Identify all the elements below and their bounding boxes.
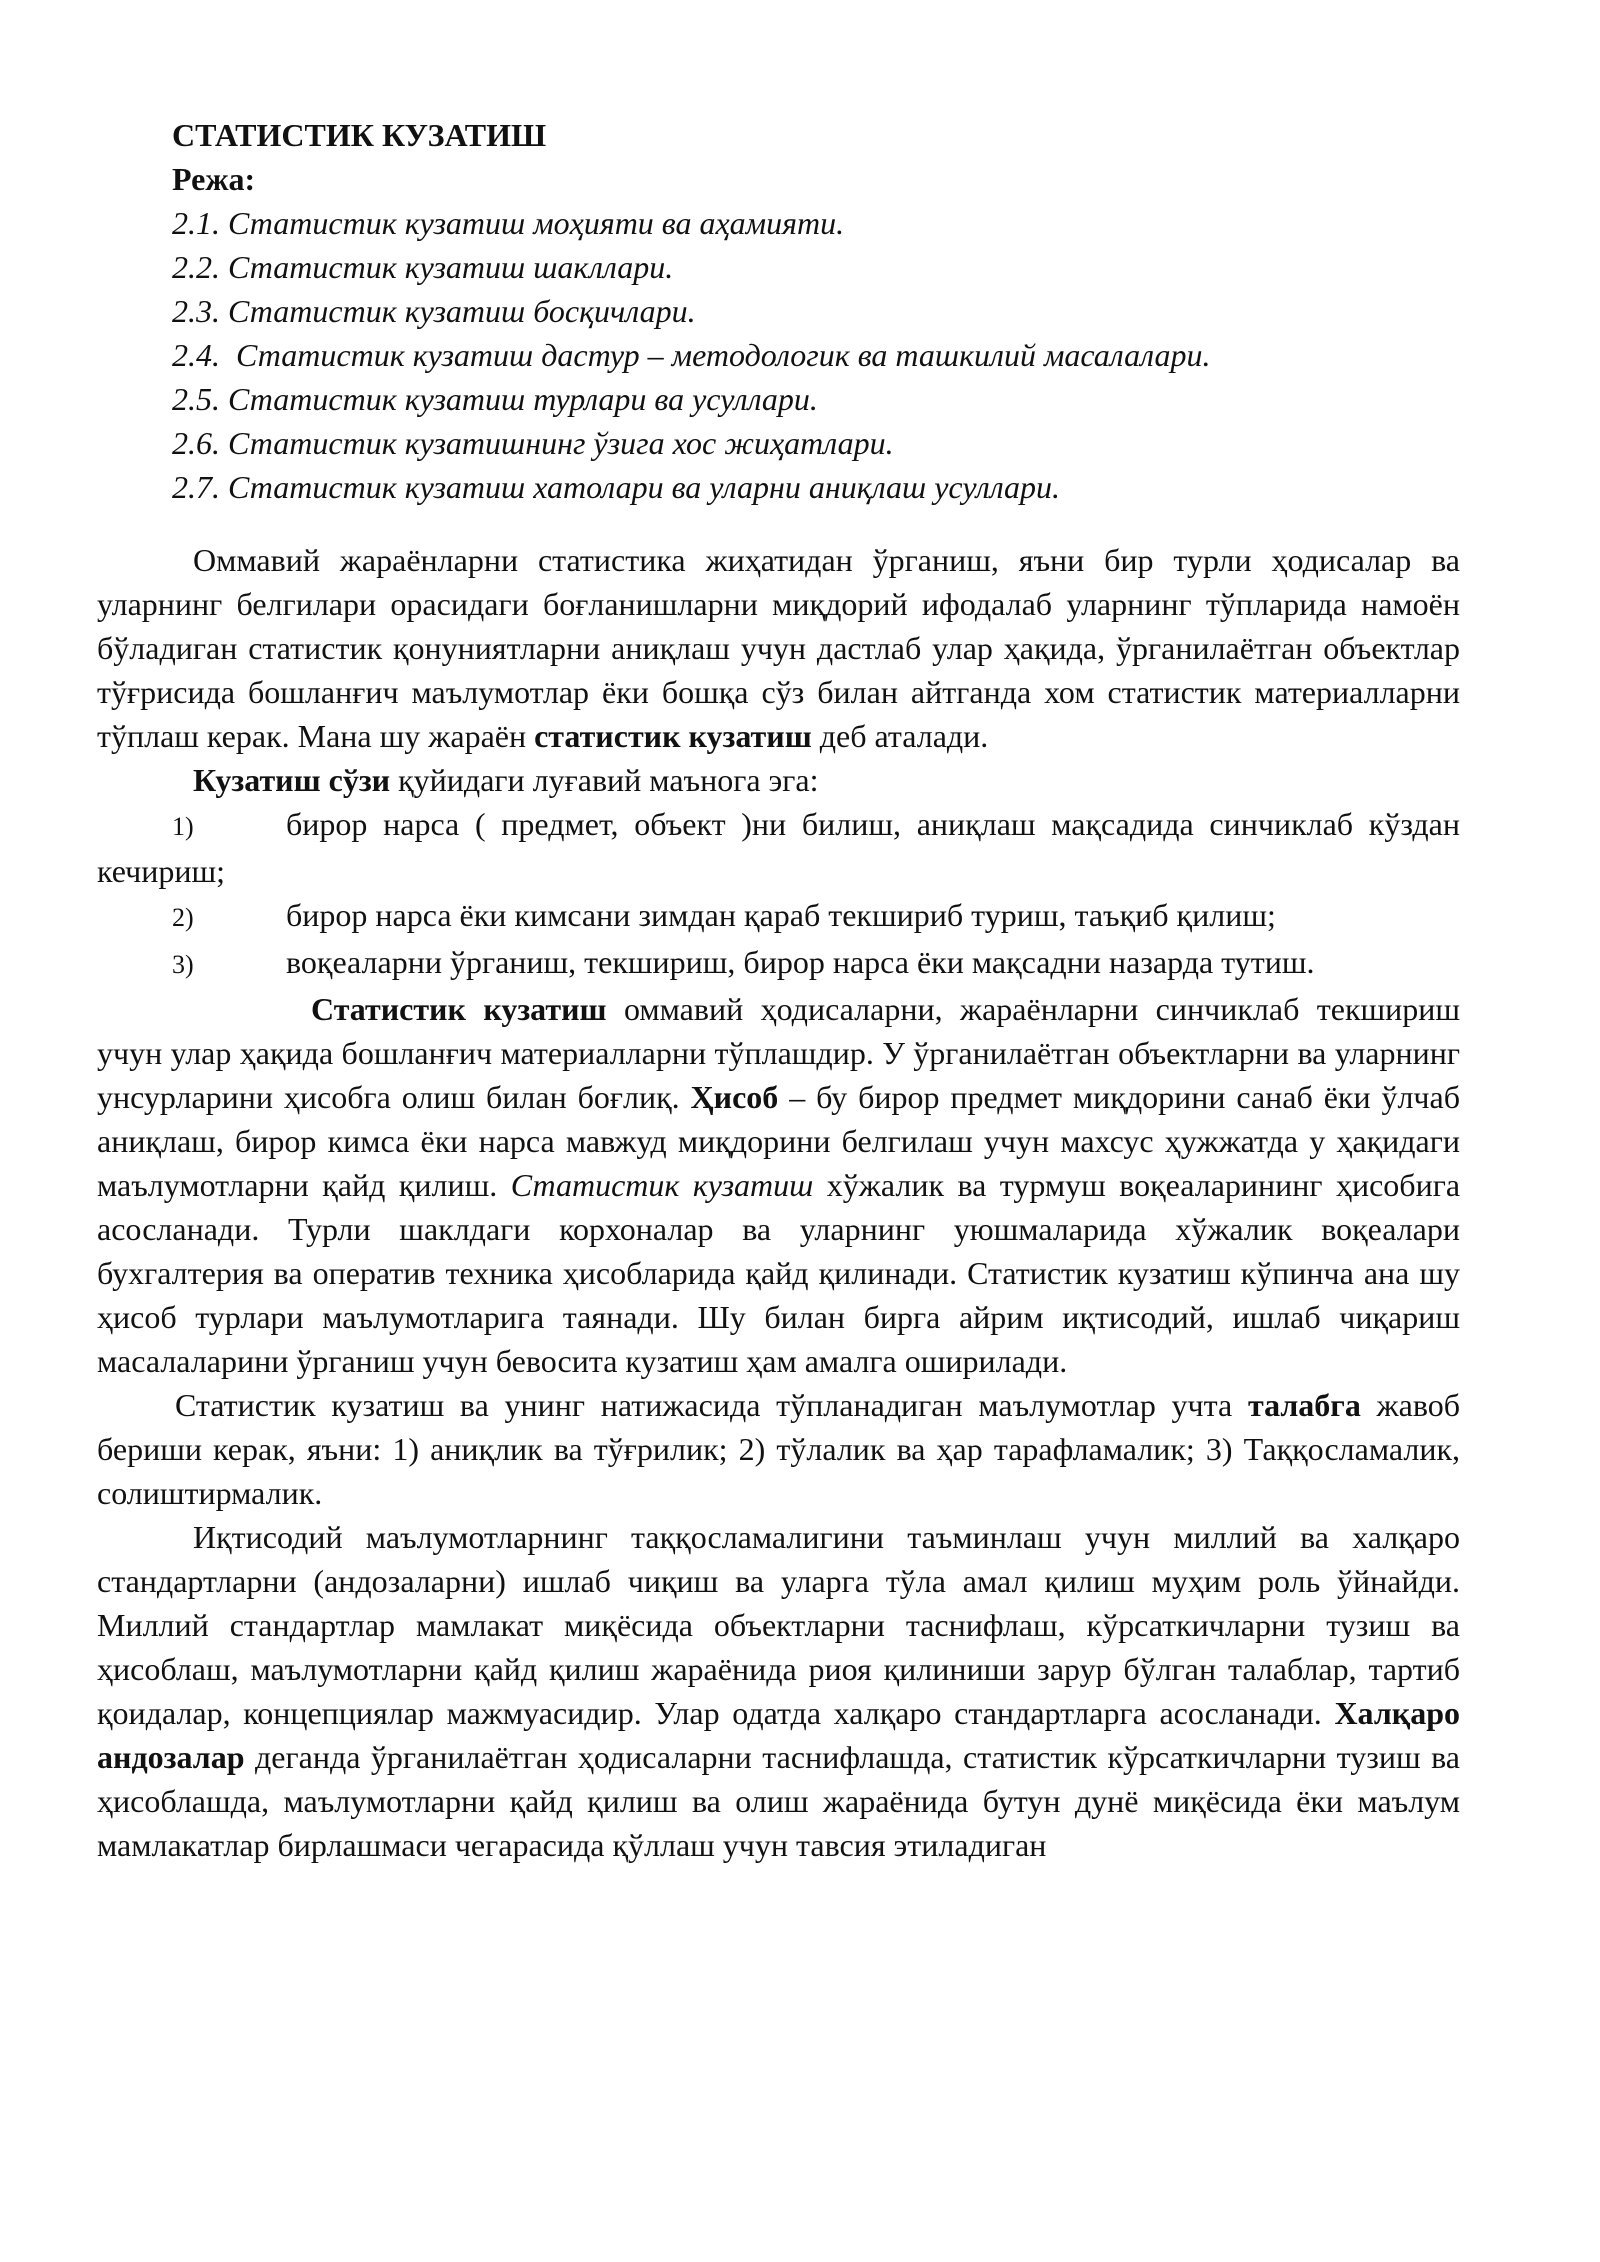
paragraph-text: хўжалик ва турмуш воқеаларининг ҳисобига асосланади. Турли шаклдаги корхоналар ва уларнинг уюшмаларида хўжалик воқеалари бухгалтерия ва оператив техника ҳисобларида қайд қилинади. Статистик кузатиш кўпинча ана шу ҳисоб турлари маълумотларига таянади. Шу билан бирга айрим иқтисодий, ишлаб чиқариш масалаларини ўрганиш учун бевосита кузатиш ҳам амалга оширилади. — [97, 1167, 1461, 1379]
paragraph-text: деб аталади. — [819, 718, 989, 754]
list-text: бирор нарса ёки кимсани зимдан қараб текшириб туриш, таъқиб қилиш; — [286, 897, 1276, 933]
plan-label: Режа: — [172, 161, 256, 197]
term-italic: Статистик кузатиш — [510, 1167, 814, 1203]
paragraph-text: деганда ўрганилаётган ҳодисаларни таснифлашда, статистик кўрсаткичларни тузиш ва ҳисоблашда, маълумотларни қайд қилиш ва олиш жараёнида бутун дунё миқёсида ёки маълум мамлакатлар бирлашмаси чегарасида қўллаш учун тавсия этиладиган — [97, 1739, 1461, 1863]
term-bold: Кузатиш сўзи — [193, 762, 391, 798]
term-bold: Статистик кузатиш — [311, 991, 607, 1027]
paragraph-text: Оммавий жараёнларни статистика жиҳатидан ўрганиш, яъни бир турли ҳодисалар ва уларнинг белгилари орасидаги боғланишларни миқдорий ифодалаб уларнинг тўпларида намоён бўладиган статистик қонуниятларни аниқлаш учун дастлаб улар ҳақида, ўрганилаётган объектлар тўғрисида бошланғич маълумотлар ёки бошқа сўз билан айтганда хом статистик материалларни тўплаш керак. Мана шу жараён — [97, 542, 1460, 754]
term-bold: статистик кузатиш — [534, 718, 812, 754]
list-text: бирор нарса ( предмет, объект )ни билиш, аниқлаш мақсадида синчиклаб кўздан кечириш; — [97, 806, 1460, 889]
paragraph-intro — [97, 538, 1460, 758]
plan-item: 2.2. Статистик кузатиш шакллари. — [172, 249, 674, 285]
list-number: 2) — [172, 903, 194, 932]
paragraph-standards — [97, 1515, 1460, 1867]
paragraph-text: Статистик кузатиш ва унинг натижасида тўпланадиган маълумотлар учта — [175, 1387, 1233, 1423]
plan-item: 2.7. Статистик кузатиш хатолари ва уларни аниқлаш усуллари. — [172, 469, 1061, 505]
paragraph-definition — [97, 758, 1460, 802]
paragraph-text: оммавий ҳодисаларни, жараёнларни синчиклаб текшириш учун улар ҳақида бошланғич материалларни тўплашдир. У ўрганилаётган объектларни ва уларнинг унсурларини ҳисобга олиш билан боғлиқ. — [97, 991, 1461, 1115]
plan-item: 2.1. Статистик кузатиш моҳияти ва аҳамияти. — [172, 205, 845, 241]
paragraph-requirements — [97, 1383, 1460, 1515]
paragraph-observation — [97, 987, 1460, 1383]
list-item — [97, 802, 1460, 893]
plan-item: 2.5. Статистик кузатиш турлари ва усуллари. — [172, 381, 818, 417]
plan-item: 2.6. Статистик кузатишнинг ўзига хос жиҳатлари. — [172, 425, 894, 461]
term-bold: Халқаро андозалар — [97, 1695, 1461, 1775]
list-item — [97, 893, 1460, 940]
plan-section — [172, 113, 1460, 509]
document-page — [97, 113, 1460, 1867]
plan-item: 2.4. Статистик кузатиш дастур – методологик ва ташкилий масалалари. — [172, 337, 1211, 373]
plan-item: 2.3. Статистик кузатиш босқичлари. — [172, 293, 696, 329]
body-text — [97, 538, 1460, 1867]
paragraph-text: қуйидаги луғавий маънога эга: — [398, 762, 819, 798]
list-text: воқеаларни ўрганиш, текшириш, бирор нарса ёки мақсадни назарда тутиш. — [286, 944, 1315, 980]
list-item — [97, 940, 1460, 987]
term-bold: талабга — [1247, 1387, 1361, 1423]
paragraph-text: – бу бирор предмет миқдорини санаб ёки ўлчаб аниқлаш, бирор кимса ёки нарса мавжуд миқдорини белгилаш учун махсус ҳужжатда у ҳақидаги маълумотларни қайд қилиш. — [97, 1079, 1461, 1203]
paragraph-text: жавоб бериши керак, яъни: 1) аниқлик ва тўғрилик; 2) тўлалик ва ҳар тарафламалик; 3) Таққосламалик, солиштирмалик. — [97, 1387, 1461, 1511]
term-bold: Ҳисоб — [690, 1079, 779, 1115]
list-number: 3) — [172, 950, 194, 979]
paragraph-text: Иқтисодий маълумотларнинг таққосламалигини таъминлаш учун миллий ва халқаро стандартларни (андозаларни) ишлаб чиқиш ва уларга тўла амал қилиш муҳим роль ўйнайди. Миллий стандартлар мамлакат миқёсида объектларни таснифлаш, кўрсаткичларни тузиш ва ҳисоблаш, маълумотларни қайд қилиш жараёнида риоя қилиниши зарур бўлган талаблар, тартиб қоидалар, концепциялар мажмуасидир. Улар одатда халқаро стандартларга асосланади. — [97, 1519, 1460, 1731]
list-number: 1) — [172, 812, 194, 841]
document-title: СТАТИСТИК КУЗАТИШ — [172, 117, 547, 153]
